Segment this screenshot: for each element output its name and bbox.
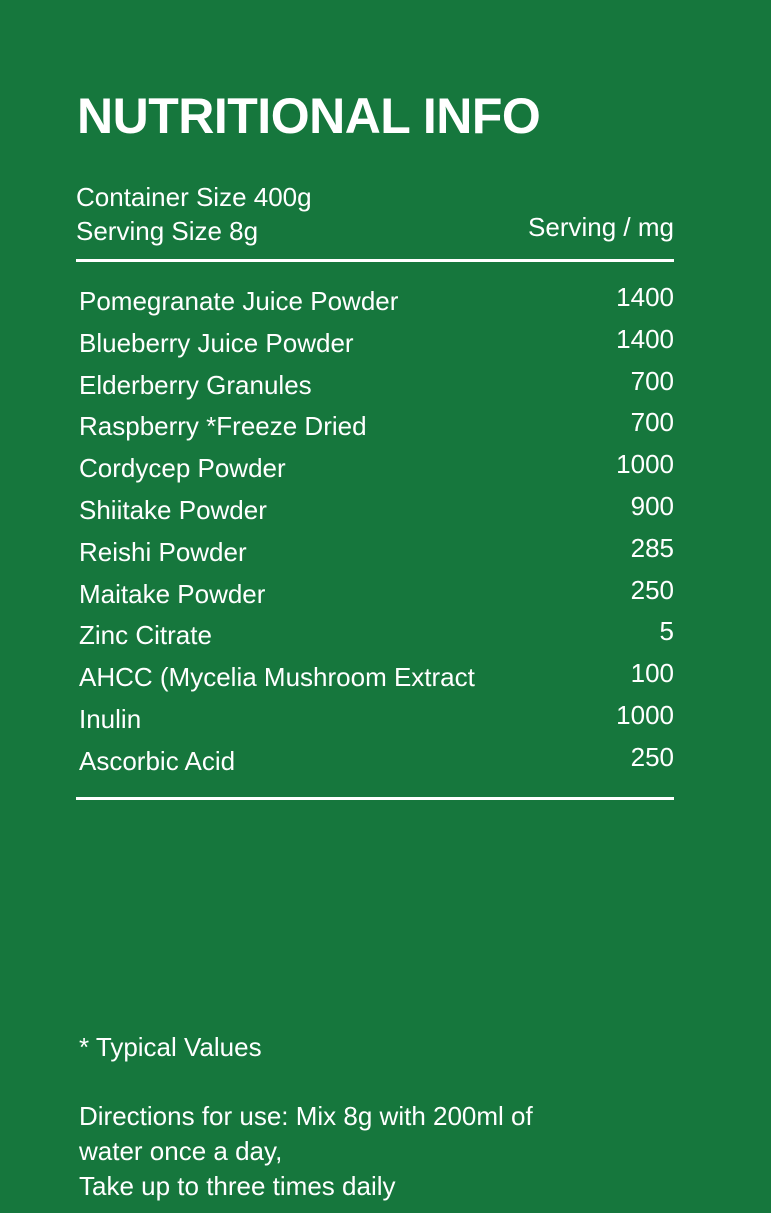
ingredient-value: 700 — [630, 365, 674, 396]
ingredient-row — [79, 658, 674, 700]
ingredient-row — [79, 449, 674, 491]
directions-line-3: Take up to three times daily — [79, 1171, 396, 1201]
ingredient-value: 1000 — [616, 699, 674, 730]
ingredient-name: Blueberry Juice Powder — [79, 327, 354, 358]
ingredient-name: Zinc Citrate — [79, 620, 212, 651]
ingredient-row — [79, 282, 674, 324]
directions-line-1: Directions for use: Mix 8g with 200ml of — [79, 1101, 533, 1131]
page-title: NUTRITIONAL INFO — [77, 88, 541, 144]
directions-line-2: water once a day, — [79, 1136, 283, 1166]
ingredient-value: 250 — [630, 741, 674, 772]
ingredient-value: 1000 — [616, 449, 674, 480]
ingredient-row — [79, 407, 674, 449]
divider-top — [76, 259, 674, 262]
ingredient-name: Cordycep Powder — [79, 453, 286, 484]
typical-values-note: * Typical Values — [79, 1032, 262, 1062]
serving-size: Serving Size 8g — [76, 216, 259, 246]
ingredient-name: Elderberry Granules — [79, 369, 312, 400]
column-header-serving-mg: Serving / mg — [528, 212, 674, 242]
ingredient-row — [79, 324, 674, 366]
ingredient-row — [79, 616, 674, 658]
ingredient-value: 100 — [630, 658, 674, 689]
ingredient-name: Raspberry *Freeze Dried — [79, 411, 367, 442]
ingredient-row — [79, 533, 674, 575]
serving-info — [76, 180, 674, 248]
container-size: Container Size 400g — [76, 182, 312, 212]
divider-bottom — [76, 797, 674, 800]
ingredient-row — [79, 700, 674, 742]
ingredient-row — [79, 491, 674, 533]
ingredient-value: 1400 — [616, 282, 674, 312]
ingredient-value: 900 — [630, 490, 674, 521]
ingredient-value: 250 — [630, 574, 674, 605]
ingredient-name: Shiitake Powder — [79, 494, 267, 525]
ingredient-name: Reishi Powder — [79, 536, 247, 567]
ingredient-value: 285 — [630, 532, 674, 563]
ingredient-name: Inulin — [79, 703, 142, 734]
ingredient-value: 700 — [630, 407, 674, 438]
ingredient-name: Maitake Powder — [79, 578, 266, 609]
ingredient-value: 1400 — [616, 323, 674, 354]
ingredient-row — [79, 366, 674, 408]
ingredient-list — [79, 282, 674, 784]
serving-row — [76, 214, 674, 248]
ingredient-row — [79, 742, 674, 784]
ingredient-value: 5 — [659, 616, 674, 647]
ingredient-name: Ascorbic Acid — [79, 745, 236, 776]
ingredient-name: AHCC (Mycelia Mushroom Extract — [79, 662, 475, 693]
directions-for-use — [79, 1099, 699, 1204]
ingredient-name: Pomegranate Juice Powder — [79, 286, 399, 316]
ingredient-row — [79, 575, 674, 617]
